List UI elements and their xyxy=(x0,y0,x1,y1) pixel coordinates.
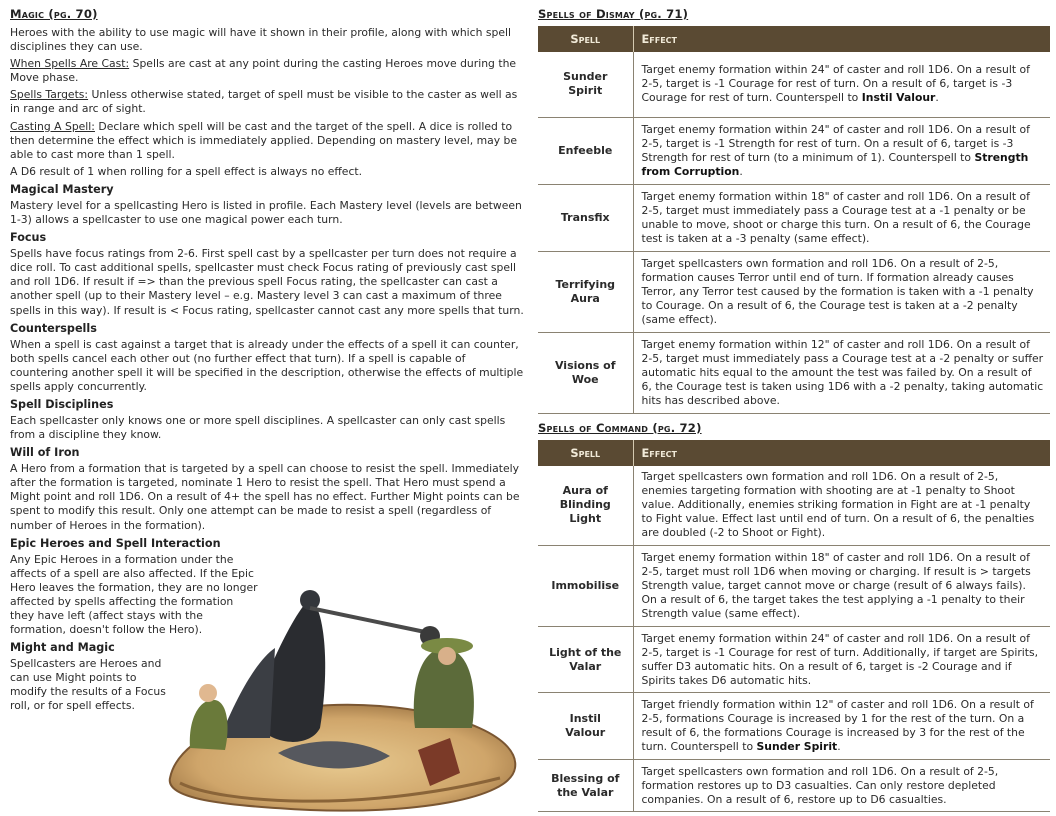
casting-text: Declare which spell will be cast and the target of the spell. A dice is rolled to then determine the effect which is immediately applied. Depending on mastery level, may be able to cast more than 1 spell. xyxy=(10,119,518,161)
spell-effect xyxy=(633,693,1050,760)
when-text: Spells are cast at any point during the casting Heroes move during the Move phase. xyxy=(10,57,517,85)
spells-targets xyxy=(10,88,526,116)
will-of-iron-text: A Hero from a formation that is targeted by a spell can choose to resist the spell. Immediately after the formation is targeted, nominate 1 Hero to resist the spell. That Hero must spend a Might point and roll 1D6. On a result of 4+ the spell has no effect. Further Might points can be spent to modify this result. Only one attempt can be made to resist a spell (regardless of number of Heroes in the formation). xyxy=(10,462,520,532)
col-spell: Spell xyxy=(538,440,633,466)
focus-heading: Focus xyxy=(10,231,47,245)
table-row xyxy=(538,117,1050,184)
effect-tail: . xyxy=(935,91,939,105)
spell-effect: Target enemy formation within 12" of caster and roll 1D6. On a result of 2-5, target must immediately pass a Courage test at a -2 penalty or suffer automatic hits equal to the amount the test was failed by. On a result of 6, the Courage test is taken using 1D6 with a -2 penalty, taking automatic hits has described above. xyxy=(633,332,1050,413)
spell-effect: Target spellcasters own formation and roll 1D6. On a result of 2-5, formation causes Terror until end of turn. If formation already causes Terror, any Terror test caused by the formation is taken with a -1 penalty to Courage. On a result of 6, the Courage test is taken at a -2 penalty (same effect). xyxy=(633,251,1050,332)
effect-text: Target friendly formation within 12" of caster and roll 1D6. On a result of 2-5, formations Courage is increased by 1 for the rest of the turn. On a result of 6, the formations Courage is increased by 3 for the rest of the turn. Counterspell to xyxy=(641,698,1034,753)
counterspell-name: Instil Valour xyxy=(861,91,936,105)
effect-tail: . xyxy=(837,740,841,753)
spell-name: Transfix xyxy=(538,184,633,251)
counterspells-text: When a spell is cast against a target that is already under the effects of a spell it can counter, both spells cancel each other out (no further effect that turn). If a spell is capable of countering another spell it will be specified in the description, otherwise the effects of multiple spells apply concurrently. xyxy=(10,337,524,393)
targets-lead: Spells Targets: xyxy=(10,88,89,102)
epic-heroes-heading: Epic Heroes and Spell Interaction xyxy=(10,536,221,550)
spell-name: Immobilise xyxy=(538,546,633,627)
effect-text: Target enemy formation within 24" of caster and roll 1D6. On a result of 2-5, target is -1 Strength for rest of turn. On a result of 6, target is -3 Strength for rest of turn (to a minimum of 1). Counterspell to xyxy=(641,122,1030,164)
dismay-header-row xyxy=(538,26,1050,52)
miniatures-illustration xyxy=(160,578,530,816)
spell-effect: Target spellcasters own formation and roll 1D6. On a result of 2-5, enemies targeting formation with shooting are at -1 penalty to Shoot value. Additionally, enemies striking formation in Fight are at -1 penalty to Fight value. Effect last until end of turn. On a result of 6, the penalties are doubled (-2 to Shoot or Fight). xyxy=(633,466,1050,546)
command-title: Spells of Command (pg. 72) xyxy=(538,420,702,435)
table-row xyxy=(538,52,1050,117)
when-spells-cast xyxy=(10,57,526,85)
casting-a-spell xyxy=(10,120,526,162)
table-row xyxy=(538,627,1050,693)
col-spell: Spell xyxy=(538,26,633,52)
spell-effect: Target spellcasters own formation and roll 1D6. On a result of 2-5, formation restores up to D3 casualties. Can only restore depleted companies. On a result of 6, restore up to D6 casualties. xyxy=(633,760,1050,812)
spell-name: Blessing of the Valar xyxy=(538,760,633,812)
col-effect: Effect xyxy=(633,26,1050,52)
table-row xyxy=(538,760,1050,812)
spell-name: Light of the Valar xyxy=(538,627,633,693)
command-header-row xyxy=(538,440,1050,466)
mastery-heading: Magical Mastery xyxy=(10,182,114,196)
might-magic-text: Spellcasters are Heroes and can use Might points to modify the results of a Focus roll, or for spell effects. xyxy=(10,657,166,713)
epic-heroes-text: Any Epic Heroes in a formation under the affects of a spell are also affected. If the Epic Hero leaves the formation, they are no longer affected by spells affecting the formation they have left (affect stays with the formation, doesn't follow the Hero). xyxy=(10,552,258,637)
spell-name: Instil Valour xyxy=(538,693,633,760)
dismay-title: Spells of Dismay (pg. 71) xyxy=(538,7,689,21)
col-effect: Effect xyxy=(633,440,1050,466)
spell-name: Terrifying Aura xyxy=(538,251,633,332)
casting-lead: Casting A Spell: xyxy=(10,119,95,133)
table-row xyxy=(538,332,1050,413)
targets-text: Unless otherwise stated, target of spell must be visible to the caster as well as in range and arc of sight. xyxy=(10,88,518,116)
table-row xyxy=(538,546,1050,627)
magic-title: Magic (pg. 70) xyxy=(10,7,98,21)
spell-effect: Target enemy formation within 18" of caster and roll 1D6. On a result of 2-5, target must immediately pass a Courage test at a -1 penalty or be unable to move, shoot or charge this turn. On a result of 6, the Courage test is taken at a -3 penalty (same effect). xyxy=(633,184,1050,251)
spell-name: Sunder Spirit xyxy=(538,52,633,117)
spell-name: Visions of Woe xyxy=(538,332,633,413)
spell-effect xyxy=(633,117,1050,184)
will-of-iron-heading: Will of Iron xyxy=(10,446,80,460)
d6-rule: A D6 result of 1 when rolling for a spell effect is always no effect. xyxy=(10,164,363,178)
counterspell-name: Strength from Corruption xyxy=(641,150,1029,178)
spell-effect: Target enemy formation within 18" of caster and roll 1D6. On a result of 2-5, target must roll 1D6 when moving or charging. If result is > targets Strength value, target cannot move or charge (result of 6 always fails). On a result of 6, the target takes the test applying a -1 penalty to their Strength value (same effect). xyxy=(633,546,1050,627)
magic-intro: Heroes with the ability to use magic will have it shown in their profile, along with which spell disciplines they can use. xyxy=(10,26,512,54)
disciplines-text: Each spellcaster only knows one or more spell disciplines. A spellcaster can only cast spells from a discipline they know. xyxy=(10,413,506,442)
mastery-text: Mastery level for a spellcasting Hero is listed in profile. Each Mastery level (levels are between 1-3) allows a spellcaster to use one magical power each turn. xyxy=(10,198,522,227)
spell-effect: Target enemy formation within 24" of caster and roll 1D6. On a result of 2-5, target is -1 Courage for rest of turn. Additionally, if target are Spirits, suffer D3 automatic hits. On a result of 6, target is -2 Courage and if Spirits takes D6 automatic hits. xyxy=(633,627,1050,693)
command-table xyxy=(538,440,1050,813)
spell-name: Aura of Blinding Light xyxy=(538,466,633,546)
table-row xyxy=(538,466,1050,546)
effect-text: Target enemy formation within 24" of caster and roll 1D6. On a result of 2-5, target is -1 Courage for rest of turn. On a result of 6, target is -3 Courage for rest of turn. Counterspell to xyxy=(641,63,1030,105)
when-lead: When Spells Are Cast: xyxy=(10,57,130,71)
table-row xyxy=(538,693,1050,760)
focus-text: Spells have focus ratings from 2-6. First spell cast by a spellcaster per turn does not require a dice roll. To cast additional spells, spellcaster must check Focus rating of previously cast spell and roll 1D6. If result if => than the previous spell Focus rating, the spellcaster can cast a another spell (up to their Mastery level – e.g. Mastery level 3 can cast a maximum of three spells in this way). If result is < Focus rating, spellcaster cannot cast any more spells that turn. xyxy=(10,247,524,317)
dismay-table xyxy=(538,26,1050,414)
spell-name: Enfeeble xyxy=(538,117,633,184)
spells-column xyxy=(538,6,1050,816)
effect-tail: . xyxy=(739,164,743,178)
counterspells-heading: Counterspells xyxy=(10,321,97,335)
table-row xyxy=(538,251,1050,332)
might-magic-heading: Might and Magic xyxy=(10,641,115,655)
table-row xyxy=(538,184,1050,251)
disciplines-heading: Spell Disciplines xyxy=(10,397,114,411)
spell-effect xyxy=(633,52,1050,117)
counterspell-name: Sunder Spirit xyxy=(756,740,838,753)
